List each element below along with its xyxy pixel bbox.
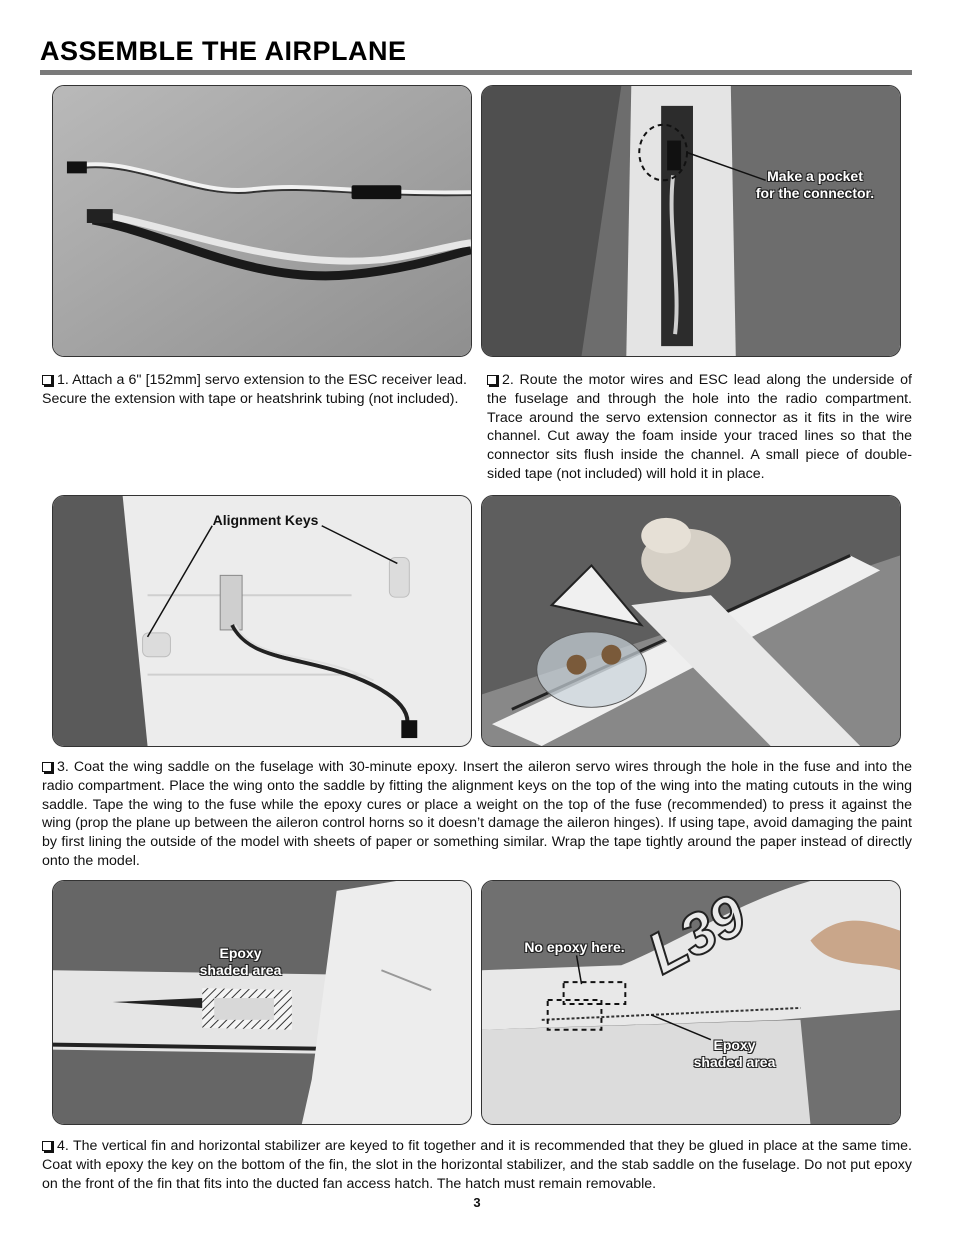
page-number: 3 [473,1195,481,1210]
photo-connector-pocket [481,85,901,357]
fin-lettering: L39 [637,882,757,987]
step-3-text [42,758,912,871]
photo-esc-extension [52,85,472,357]
callout-epoxy-area-right: Epoxy shaded area [693,1037,776,1070]
step-1-body: 1. Attach a 6" [152mm] servo extension to the ESC receiver lead. Secure the extension with tape or heatshrink tubing (not included). [42,372,467,407]
callout-no-epoxy: No epoxy here. [524,939,625,955]
checkbox-icon[interactable] [487,375,497,385]
photo-weighted-fuselage [481,495,901,747]
checkbox-icon[interactable] [42,1141,52,1151]
step-1-text [42,371,467,409]
title-rule [40,70,912,75]
callout-epoxy-area-left: Epoxy shaded area [199,945,282,978]
step-3-body: 3. Coat the wing saddle on the fuselage with 30-minute epoxy. Insert the aileron servo wires through the hole in the fuse and into the radio compartment. Place the wing onto the saddle by fitting the alignment keys on the top of the wing into the mating cutouts in the wing saddle. Tape the wing to the fuse while the epoxy cures or place a weight on the top of the fuse (recommended) to press it against the wing (prop the plane up between the aileron control horns so it doesn’t damage the aileron hinges). If using tape, avoid damaging the paint by first lining the outside of the model with sheets of paper or something similar. Wrap the tape tightly around the paper instead of directly onto the model. [42,759,912,869]
step-2-text [487,371,912,484]
callout-alignment-keys: Alignment Keys [212,512,319,528]
photo-fin-no-epoxy [481,880,901,1125]
page-title: ASSEMBLE THE AIRPLANE [40,36,407,66]
step-4-body: 4. The vertical fin and horizontal stabilizer are keyed to fit together and it is recommended that they be glued in place at the same time. Coat with epoxy the key on the bottom of the fin, the slot in the horizontal stabilizer, and the stab saddle on the fuselage. Do not put epoxy on the front of the fin that fits into the ducted fan access hatch. The hatch must remain removable. [42,1138,912,1192]
photo-alignment-keys [52,495,472,747]
step-2-body: 2. Route the motor wires and ESC lead along the underside of the fuselage and through the hole into the radio compartment. Trace around the servo extension connector as it fits in the wire channel. Cut away the foam inside your traced lines so that the connector sits flush inside the channel. A small piece of double-sided tape (not included) will hold it in place. [487,372,912,482]
callout-make-pocket: Make a pocket for the connector. [755,168,875,201]
checkbox-icon[interactable] [42,375,52,385]
step-4-text [42,1137,912,1193]
checkbox-icon[interactable] [42,762,52,772]
photo-stab-saddle-epoxy [52,880,472,1125]
